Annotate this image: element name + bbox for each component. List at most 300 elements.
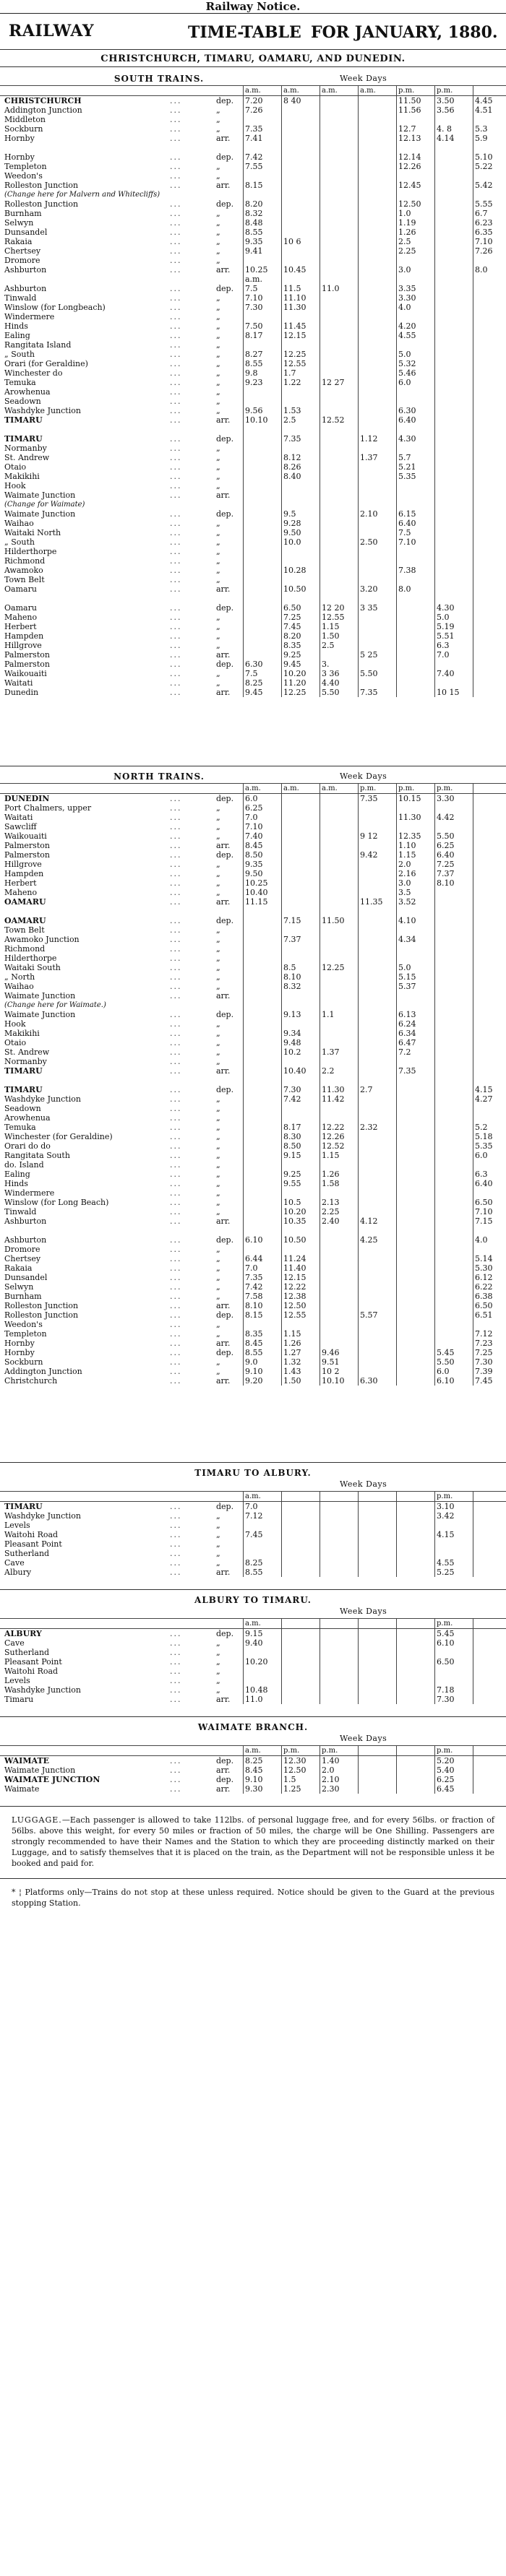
timetable-row xyxy=(0,359,506,368)
station-name: Waitati xyxy=(4,678,33,688)
leader-dots: ... xyxy=(170,509,182,519)
time-cell xyxy=(244,982,282,991)
dep-arr: „ xyxy=(216,888,220,897)
dep-arr: „ xyxy=(216,566,220,575)
time-cell xyxy=(320,519,359,528)
time-cell xyxy=(244,1245,282,1254)
time-cell xyxy=(320,425,359,434)
albury-timaru-timetable xyxy=(0,1618,506,1704)
time-cell xyxy=(320,860,359,869)
time-cell: 12 20 xyxy=(320,603,359,613)
dep-arr: „ xyxy=(216,171,220,181)
time-cell xyxy=(359,1113,397,1123)
time-cell xyxy=(359,631,397,641)
dep-arr: „ xyxy=(216,1198,220,1207)
station-name: Burnham xyxy=(4,209,42,218)
time-cell xyxy=(244,171,282,181)
leader-dots: ... xyxy=(170,462,182,472)
time-cell xyxy=(359,265,397,275)
time-cell xyxy=(282,143,320,152)
timetable-row xyxy=(0,613,506,622)
time-cell: 2.50 xyxy=(359,537,397,547)
time-cell xyxy=(359,660,397,669)
dep-arr: arr. xyxy=(216,490,231,500)
time-cell xyxy=(244,528,282,537)
station-name: Hampden xyxy=(4,869,44,878)
time-cell xyxy=(397,954,435,963)
dep-arr: „ xyxy=(216,1094,220,1104)
leader-dots: ... xyxy=(170,199,182,209)
timetable-row xyxy=(0,124,506,134)
time-cell xyxy=(244,1076,282,1085)
time-cell xyxy=(359,878,397,888)
time-cell xyxy=(320,1685,359,1695)
time-cell xyxy=(282,1188,320,1198)
dep-arr: „ xyxy=(216,472,220,481)
leader-dots: ... xyxy=(170,1160,182,1170)
timetable-row xyxy=(0,1057,506,1066)
time-cell xyxy=(320,1549,359,1558)
time-cell xyxy=(282,850,320,860)
dep-arr: dep. xyxy=(216,1348,234,1357)
station-name: Levels xyxy=(4,1676,30,1685)
time-cell: 6.45 xyxy=(435,1784,473,1794)
timetable-row xyxy=(0,813,506,822)
station-name: Waimate Junction xyxy=(4,1010,76,1019)
time-cell xyxy=(320,888,359,897)
time-cell xyxy=(473,1657,506,1667)
station-name: WAIMATE xyxy=(4,1756,50,1765)
dep-arr: dep. xyxy=(216,152,234,162)
time-cell xyxy=(282,1638,320,1648)
time-cell xyxy=(435,1076,473,1085)
dep-arr xyxy=(215,907,244,916)
timetable-row xyxy=(0,1521,506,1530)
time-cell xyxy=(320,199,359,209)
time-cell xyxy=(320,171,359,181)
station-name: Waikouaiti xyxy=(4,669,47,678)
time-cell xyxy=(397,1348,435,1357)
leader-dots xyxy=(168,275,215,284)
station-name: (Change here for Waimate.) xyxy=(4,1001,106,1009)
time-cell xyxy=(244,519,282,528)
header-cell: a.m. xyxy=(244,86,282,96)
time-cell xyxy=(359,115,397,124)
time-cell xyxy=(435,803,473,813)
time-cell: 8.30 xyxy=(282,1132,320,1141)
time-cell xyxy=(244,1057,282,1066)
time-cell xyxy=(397,1676,435,1685)
time-cell xyxy=(473,1549,506,1558)
time-cell: 5.50 xyxy=(435,831,473,841)
time-cell xyxy=(359,152,397,162)
dep-arr: „ xyxy=(216,312,220,321)
header-cell: p.m. xyxy=(435,1492,473,1502)
leader-dots: ... xyxy=(170,1038,182,1047)
leader-dots: ... xyxy=(170,1348,182,1357)
time-cell xyxy=(359,397,397,406)
time-cell xyxy=(397,991,435,1000)
footnote: * ¦ Platforms only—Trains do not stop at these unless required. Notice should be given to the Guard at the previous stopping Station. xyxy=(12,1888,494,1908)
time-cell xyxy=(359,860,397,869)
leader-dots: ... xyxy=(170,678,182,688)
time-cell xyxy=(320,1648,359,1657)
timetable-row xyxy=(0,1160,506,1170)
header-cell: a.m. xyxy=(282,784,320,794)
leader-dots: ... xyxy=(170,1502,182,1511)
station-name: Selwyn xyxy=(4,218,34,228)
time-cell xyxy=(320,1511,359,1521)
time-cell: 6.30 xyxy=(359,1376,397,1386)
leader-dots: ... xyxy=(170,96,182,105)
time-cell xyxy=(435,199,473,209)
time-cell xyxy=(473,481,506,490)
time-cell: 8.32 xyxy=(244,209,282,218)
leader-dots: ... xyxy=(170,860,182,869)
time-cell: 5.35 xyxy=(473,1141,506,1151)
leader-dots: ... xyxy=(170,1198,182,1207)
time-cell: 6.0 xyxy=(473,1151,506,1160)
dep-arr: „ xyxy=(216,256,220,265)
time-cell: 3.56 xyxy=(435,105,473,115)
timetable-row xyxy=(0,490,506,500)
time-cell xyxy=(282,105,320,115)
time-cell xyxy=(244,566,282,575)
time-cell xyxy=(320,556,359,566)
time-cell xyxy=(397,171,435,181)
time-cell xyxy=(244,594,282,603)
time-cell xyxy=(397,275,435,284)
dep-arr: „ xyxy=(216,641,220,650)
time-cell xyxy=(397,1254,435,1263)
time-cell xyxy=(282,547,320,556)
time-cell xyxy=(359,340,397,350)
timetable-row xyxy=(0,1558,506,1568)
dep-arr: „ xyxy=(216,1549,220,1558)
leader-dots: ... xyxy=(170,1123,182,1132)
station-name: Pleasant Point xyxy=(4,1657,62,1667)
timetable-row xyxy=(0,660,506,669)
timetable-row xyxy=(0,303,506,312)
time-cell xyxy=(397,256,435,265)
time-cell xyxy=(435,387,473,397)
timetable-row xyxy=(0,246,506,256)
leader-dots: ... xyxy=(170,115,182,124)
time-cell xyxy=(473,963,506,972)
dep-arr: „ xyxy=(216,631,220,641)
time-cell xyxy=(397,1170,435,1179)
time-cell: 5.9 xyxy=(473,134,506,143)
time-cell xyxy=(282,888,320,897)
leader-dots xyxy=(168,1000,215,1010)
time-cell xyxy=(320,1558,359,1568)
station-name: Middleton xyxy=(4,115,46,124)
station-name: Otaio xyxy=(4,1038,27,1047)
rule xyxy=(0,1589,506,1590)
station-name: Rolleston Junction xyxy=(4,1310,79,1320)
header-cell: a.m. xyxy=(244,1746,282,1756)
time-cell xyxy=(473,312,506,321)
leader-dots: ... xyxy=(170,822,182,831)
time-cell: 12.7 xyxy=(397,124,435,134)
time-cell xyxy=(244,991,282,1000)
time-cell xyxy=(397,1310,435,1320)
time-cell xyxy=(320,105,359,115)
time-cell: 8.55 xyxy=(244,228,282,237)
leader-dots: ... xyxy=(170,547,182,556)
time-cell: 12.25 xyxy=(320,963,359,972)
time-cell xyxy=(359,228,397,237)
time-cell xyxy=(359,1558,397,1568)
station-name: Waitati xyxy=(4,813,33,822)
station-name: Hook xyxy=(4,481,26,490)
leader-dots: ... xyxy=(170,134,182,143)
leader-dots: ... xyxy=(170,1539,182,1549)
station-name: Temuka xyxy=(4,378,36,387)
station-name: Dunsandel xyxy=(4,1273,48,1282)
time-cell xyxy=(397,1207,435,1216)
time-cell xyxy=(359,1676,397,1685)
time-cell xyxy=(435,566,473,575)
dep-arr: „ xyxy=(216,1170,220,1179)
header-cell xyxy=(168,784,215,794)
time-cell xyxy=(244,143,282,152)
station-name: Palmerston xyxy=(4,850,50,860)
dep-arr: „ xyxy=(216,860,220,869)
time-cell xyxy=(320,1057,359,1066)
time-cell xyxy=(282,1104,320,1113)
time-cell xyxy=(359,1638,397,1648)
time-cell xyxy=(435,1010,473,1019)
time-cell xyxy=(359,1756,397,1766)
time-cell xyxy=(359,1357,397,1367)
time-cell xyxy=(435,303,473,312)
title-left: RAILWAY xyxy=(9,22,95,40)
time-cell xyxy=(320,897,359,907)
time-cell xyxy=(473,888,506,897)
header-cell: a.m. xyxy=(359,86,397,96)
station-name: „ North xyxy=(4,972,35,982)
time-cell: 9.46 xyxy=(320,1348,359,1357)
time-cell xyxy=(397,1104,435,1113)
time-cell xyxy=(473,434,506,444)
timetable-row xyxy=(0,1085,506,1094)
dep-arr: dep. xyxy=(216,1235,234,1245)
time-cell: 10.48 xyxy=(244,1685,282,1695)
timetable-row xyxy=(0,1638,506,1648)
time-cell xyxy=(320,813,359,822)
time-cell: 6.23 xyxy=(473,218,506,228)
timetable-row xyxy=(0,415,506,425)
time-cell xyxy=(359,246,397,256)
time-cell: 12.14 xyxy=(397,152,435,162)
time-cell xyxy=(282,1160,320,1170)
south-title: SOUTH TRAINS. xyxy=(113,74,205,84)
time-cell: 12.52 xyxy=(320,1141,359,1151)
station-name: Orari do do xyxy=(4,1141,51,1151)
time-cell xyxy=(320,1502,359,1512)
time-cell xyxy=(320,143,359,152)
time-cell xyxy=(244,1038,282,1047)
station-name: Washdyke Junction xyxy=(4,1685,81,1695)
time-cell xyxy=(320,991,359,1000)
timetable-row xyxy=(0,678,506,688)
station-name: Hilderthorpe xyxy=(4,954,57,963)
leader-dots: ... xyxy=(170,1179,182,1188)
time-cell xyxy=(397,1179,435,1188)
time-cell xyxy=(397,1226,435,1235)
time-cell xyxy=(244,972,282,982)
time-cell xyxy=(473,813,506,822)
timetable-row xyxy=(0,537,506,547)
time-cell xyxy=(359,1629,397,1639)
time-cell xyxy=(435,246,473,256)
time-cell xyxy=(397,1245,435,1254)
time-cell xyxy=(359,368,397,378)
station-name: Hilderthorpe xyxy=(4,547,57,556)
station-name: do. Island xyxy=(4,1160,44,1170)
time-cell: 11.30 xyxy=(320,1085,359,1094)
time-cell: 9.13 xyxy=(282,1010,320,1019)
time-cell xyxy=(473,907,506,916)
time-cell xyxy=(359,925,397,935)
time-cell: 9.15 xyxy=(244,1629,282,1639)
station-name: Tinwald xyxy=(4,1207,37,1216)
time-cell xyxy=(320,1530,359,1539)
dep-arr: arr. xyxy=(216,584,231,594)
timetable-row xyxy=(0,284,506,293)
leader-dots: ... xyxy=(170,237,182,246)
time-cell xyxy=(397,547,435,556)
time-cell: 4.30 xyxy=(397,434,435,444)
timetable-row xyxy=(0,650,506,660)
time-cell xyxy=(473,1047,506,1057)
time-cell: 6.50 xyxy=(473,1301,506,1310)
leader-dots: ... xyxy=(170,641,182,650)
header-cell xyxy=(168,86,215,96)
timetable-row xyxy=(0,841,506,850)
time-cell: 9.15 xyxy=(282,1151,320,1160)
time-cell xyxy=(435,171,473,181)
timetable-row xyxy=(0,1685,506,1695)
time-cell xyxy=(473,1756,506,1766)
time-cell xyxy=(473,860,506,869)
time-cell xyxy=(435,1132,473,1141)
time-cell: 12.15 xyxy=(282,331,320,340)
time-cell xyxy=(359,1047,397,1057)
header-cell xyxy=(0,1746,168,1756)
time-cell: 7.2 xyxy=(397,1047,435,1057)
time-cell: 7.39 xyxy=(473,1367,506,1376)
time-cell xyxy=(435,368,473,378)
time-cell xyxy=(397,425,435,434)
time-cell xyxy=(473,1667,506,1676)
time-cell xyxy=(435,575,473,584)
header-row xyxy=(0,1492,506,1502)
station-name: TIMARU xyxy=(4,415,43,425)
time-cell xyxy=(359,425,397,434)
time-cell xyxy=(282,897,320,907)
time-cell: 12.30 xyxy=(282,1756,320,1766)
leader-dots: ... xyxy=(170,613,182,622)
time-cell xyxy=(397,1151,435,1160)
timetable-row xyxy=(0,1376,506,1386)
time-cell xyxy=(359,1076,397,1085)
station-name: Winslow (for Longbeach) xyxy=(4,303,106,312)
time-cell: 1.1 xyxy=(320,1010,359,1019)
time-cell xyxy=(397,1216,435,1226)
time-cell: 10.10 xyxy=(320,1376,359,1386)
timetable-row xyxy=(0,1357,506,1367)
time-cell xyxy=(397,1198,435,1207)
station-name: Palmerston xyxy=(4,650,50,660)
station-name: „ South xyxy=(4,537,35,547)
time-cell xyxy=(435,916,473,925)
time-cell: 1.43 xyxy=(282,1367,320,1376)
time-cell xyxy=(473,547,506,556)
time-cell xyxy=(320,1339,359,1348)
time-cell xyxy=(359,1549,397,1558)
time-cell: 8.25 xyxy=(244,678,282,688)
time-cell: 7.35 xyxy=(244,124,282,134)
time-cell xyxy=(359,1667,397,1676)
time-cell xyxy=(435,312,473,321)
time-cell xyxy=(359,124,397,134)
time-cell xyxy=(359,415,397,425)
dep-arr: dep. xyxy=(216,509,234,519)
time-cell xyxy=(320,1226,359,1235)
time-cell xyxy=(282,397,320,406)
station-name: TIMARU xyxy=(4,1066,43,1076)
time-cell xyxy=(282,500,320,509)
time-cell xyxy=(359,869,397,878)
dep-arr: „ xyxy=(216,105,220,115)
time-cell xyxy=(244,453,282,462)
time-cell: 9.25 xyxy=(282,650,320,660)
dep-arr: dep. xyxy=(216,660,234,669)
leader-dots: ... xyxy=(170,1066,182,1076)
time-cell xyxy=(359,96,397,106)
time-cell: 9.45 xyxy=(244,688,282,697)
time-cell xyxy=(397,340,435,350)
time-cell xyxy=(244,1104,282,1113)
time-cell xyxy=(320,584,359,594)
timetable-row xyxy=(0,1348,506,1357)
time-cell xyxy=(320,134,359,143)
dep-arr: „ xyxy=(216,350,220,359)
time-cell: 10.45 xyxy=(282,265,320,275)
leader-dots: ... xyxy=(170,925,182,935)
time-cell xyxy=(359,1141,397,1151)
time-cell xyxy=(397,1549,435,1558)
station-name: Arowhenua xyxy=(4,387,51,397)
timetable-row xyxy=(0,1170,506,1179)
time-cell: 10.50 xyxy=(282,584,320,594)
leader-dots: ... xyxy=(170,1648,182,1657)
time-cell xyxy=(320,453,359,462)
timetable-row xyxy=(0,152,506,162)
time-cell xyxy=(435,1310,473,1320)
station-name: Waitohi Road xyxy=(4,1530,59,1539)
timetable-row xyxy=(0,878,506,888)
time-cell: 3 35 xyxy=(359,603,397,613)
time-cell xyxy=(244,1549,282,1558)
time-cell xyxy=(435,1521,473,1530)
time-cell: 1.15 xyxy=(282,1329,320,1339)
station-name: Awamoko xyxy=(4,566,43,575)
timetable-row xyxy=(0,321,506,331)
header-cell xyxy=(0,86,168,96)
